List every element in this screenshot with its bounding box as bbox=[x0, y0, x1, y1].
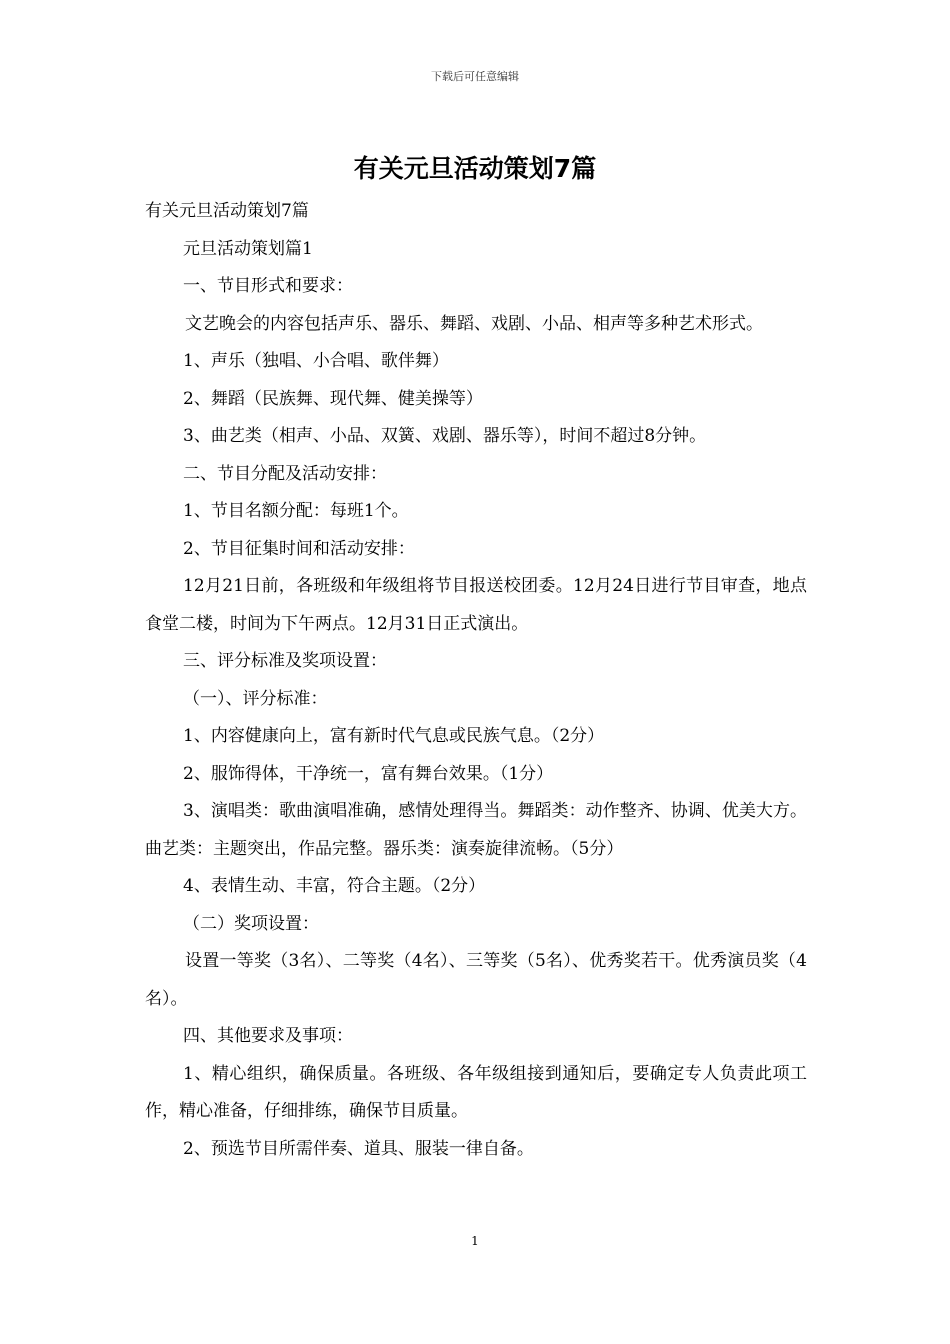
header-note: 下载后可任意编辑 bbox=[431, 70, 519, 83]
paragraph: （一）、评分标准： bbox=[183, 688, 328, 709]
paragraph: 3、曲艺类（相声、小品、双簧、戏剧、器乐等），时间不超过8分钟。 bbox=[183, 426, 707, 446]
paragraph: 1、节目名额分配：每班1个。 bbox=[183, 501, 409, 521]
paragraph: 2、舞蹈（民族舞、现代舞、健美操等） bbox=[183, 388, 483, 409]
paragraph: 文艺晚会的内容包括声乐、器乐、舞蹈、戏剧、小品、相声等多种艺术形式。 bbox=[185, 313, 763, 334]
paragraph-subtitle: 有关元旦活动策划7篇 bbox=[145, 201, 309, 221]
paragraph: 四、其他要求及事项： bbox=[183, 1026, 353, 1046]
paragraph: 3、演唱类：歌曲演唱准确，感情处理得当。舞蹈类：动作整齐、协调、优美大方。曲艺类：主题突出，作品完整。器乐类：演奏旋律流畅。（5分） bbox=[145, 801, 807, 859]
paragraph: 一、节目形式和要求： bbox=[183, 276, 353, 296]
paragraph: 2、服饰得体，干净统一，富有舞台效果。（1分） bbox=[183, 763, 554, 784]
paragraph: 2、预选节目所需伴奏、道具、服装一律自备。 bbox=[183, 1138, 534, 1159]
paragraph: 4、表情生动、丰富，符合主题。（2分） bbox=[183, 876, 486, 896]
document-title: 有关元旦活动策划7篇 bbox=[353, 154, 597, 183]
page-number: 1 bbox=[471, 1234, 479, 1248]
document-body bbox=[145, 193, 807, 1168]
paragraph-section-heading: 元旦活动策划篇1 bbox=[183, 238, 313, 259]
paragraph: 1、声乐（独唱、小合唱、歌伴舞） bbox=[183, 351, 449, 371]
paragraph: 二、节目分配及活动安排： bbox=[183, 463, 387, 484]
paragraph: （二）奖项设置： bbox=[183, 913, 319, 934]
paragraph: 1、内容健康向上，富有新时代气息或民族气息。（2分） bbox=[183, 726, 605, 746]
paragraph: 2、节目征集时间和活动安排： bbox=[183, 538, 415, 559]
paragraph: 12月21日前，各班级和年级组将节目报送校团委。12月24日进行节目审查，地点食堂二楼，时间为下午两点。12月31日正式演出。 bbox=[145, 576, 807, 634]
paragraph: 三、评分标准及奖项设置： bbox=[183, 651, 387, 671]
paragraph: 1、精心组织，确保质量。各班级、各年级组接到通知后，要确定专人负责此项工作，精心准备，仔细排练，确保节目质量。 bbox=[145, 1063, 807, 1121]
paragraph: 设置一等奖（3名）、二等奖（4名）、三等奖（5名）、优秀奖若干。优秀演员奖（4名）。 bbox=[145, 951, 807, 1009]
